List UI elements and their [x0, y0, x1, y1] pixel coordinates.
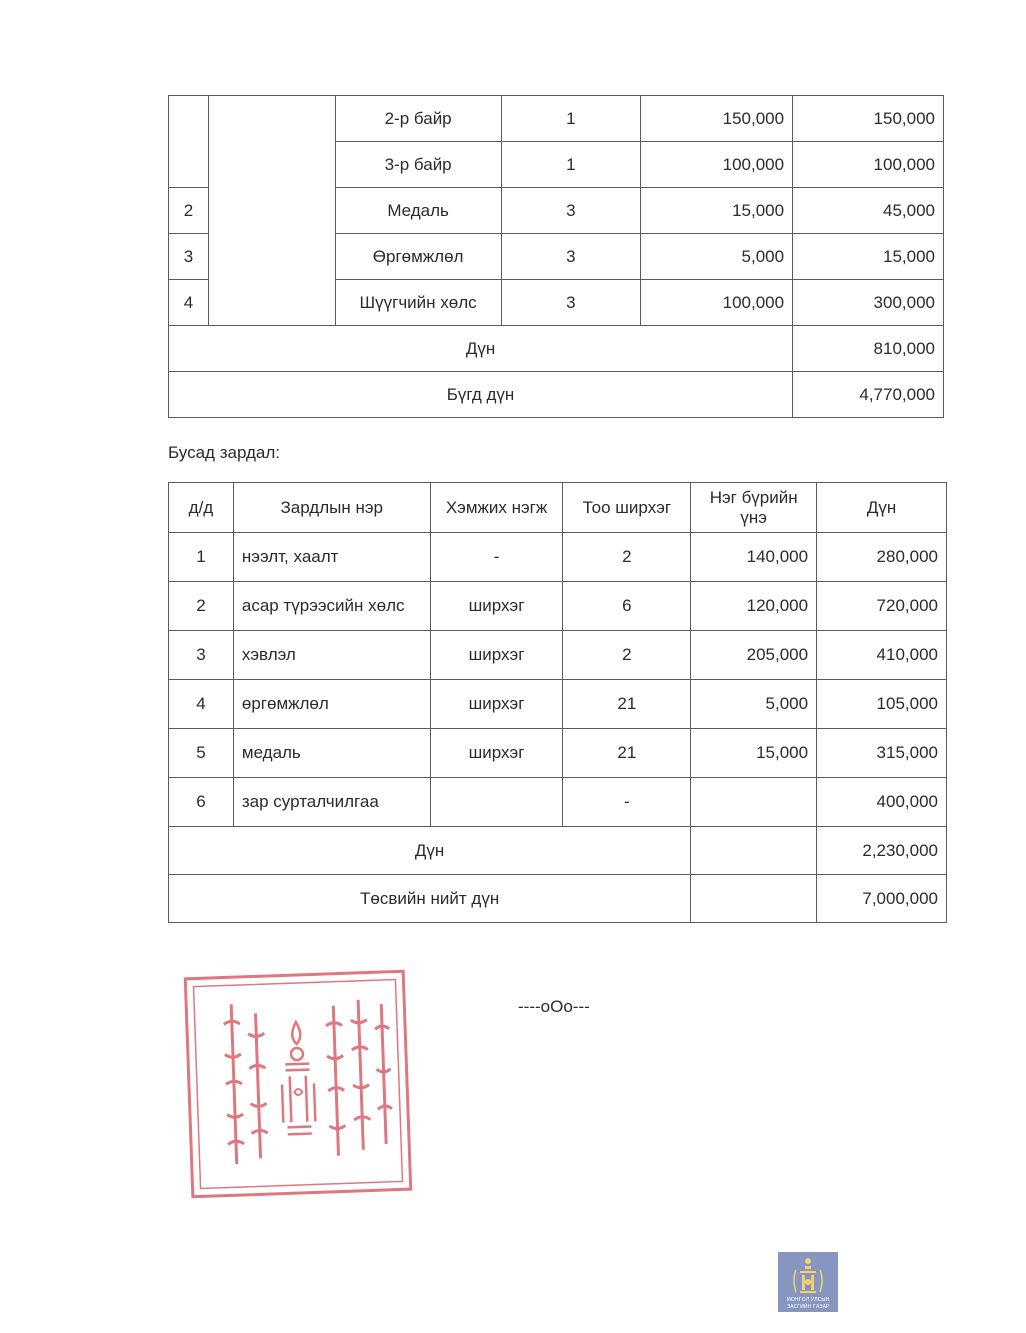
grand-total-row — [169, 372, 944, 418]
subtotal-value: 810,000 — [793, 326, 944, 372]
row-number-cell: 4 — [169, 680, 234, 729]
price-cell: 205,000 — [691, 631, 817, 680]
grand-total-label: Бүгд дүн — [169, 372, 793, 418]
expense-name-cell: зар сурталчилгаа — [233, 778, 430, 827]
total-cell: 105,000 — [817, 680, 947, 729]
header-total: Дүн — [817, 483, 947, 533]
price-cell: 5,000 — [691, 680, 817, 729]
row-number-cell: 1 — [169, 533, 234, 582]
total-cell: 300,000 — [793, 280, 944, 326]
header-unit-price: Нэг бүрийн үнэ — [691, 483, 817, 533]
unit-cell: - — [430, 533, 563, 582]
price-cell: 15,000 — [691, 729, 817, 778]
item-cell: Өргөмжлөл — [335, 234, 501, 280]
price-cell: 100,000 — [641, 142, 793, 188]
item-cell: 3-р байр — [335, 142, 501, 188]
row-number-cell: 5 — [169, 729, 234, 778]
government-logo — [778, 1252, 838, 1312]
budget-total-label: Төсвийн нийт дүн — [169, 875, 691, 923]
header-row — [169, 483, 947, 533]
table-row — [169, 729, 947, 778]
row-number-cell: 3 — [169, 631, 234, 680]
qty-cell: 2 — [563, 533, 691, 582]
table-row — [169, 533, 947, 582]
total-cell: 150,000 — [793, 96, 944, 142]
empty-cell — [691, 875, 817, 923]
subtotal-row — [169, 827, 947, 875]
total-cell: 400,000 — [817, 778, 947, 827]
table-row — [169, 778, 947, 827]
expense-name-cell: хэвлэл — [233, 631, 430, 680]
qty-cell: 21 — [563, 680, 691, 729]
unit-cell: ширхэг — [430, 680, 563, 729]
qty-cell: 3 — [501, 234, 641, 280]
total-cell: 315,000 — [817, 729, 947, 778]
header-name: Зардлын нэр — [233, 483, 430, 533]
budget-total-row — [169, 875, 947, 923]
category-cell — [208, 96, 335, 326]
qty-cell: 1 — [501, 142, 641, 188]
qty-cell: 21 — [563, 729, 691, 778]
unit-cell — [430, 778, 563, 827]
qty-cell: 3 — [501, 280, 641, 326]
unit-cell: ширхэг — [430, 631, 563, 680]
empty-cell — [691, 827, 817, 875]
item-cell: Медаль — [335, 188, 501, 234]
item-cell: 2-р байр — [335, 96, 501, 142]
subtotal-label: Дүн — [169, 326, 793, 372]
qty-cell: - — [563, 778, 691, 827]
gov-logo-text-line1: МОНГОЛ УЛСЫН — [786, 1297, 830, 1303]
prize-table — [168, 95, 944, 418]
qty-cell: 6 — [563, 582, 691, 631]
qty-cell: 1 — [501, 96, 641, 142]
subtotal-row — [169, 326, 944, 372]
header-num: д/д — [169, 483, 234, 533]
total-cell: 100,000 — [793, 142, 944, 188]
budget-total-value: 7,000,000 — [817, 875, 947, 923]
total-cell: 280,000 — [817, 533, 947, 582]
table-row — [169, 582, 947, 631]
total-cell: 15,000 — [793, 234, 944, 280]
grand-total-value: 4,770,000 — [793, 372, 944, 418]
header-qty: Тоо ширхэг — [563, 483, 691, 533]
item-cell: Шүүгчийн хөлс — [335, 280, 501, 326]
qty-cell: 2 — [563, 631, 691, 680]
total-cell: 720,000 — [817, 582, 947, 631]
closing-mark: ----oOo--- — [518, 997, 590, 1016]
table-row — [169, 96, 944, 142]
price-cell: 15,000 — [641, 188, 793, 234]
official-seal-stamp — [182, 968, 414, 1200]
total-cell: 45,000 — [793, 188, 944, 234]
expense-name-cell: медаль — [233, 729, 430, 778]
price-cell: 120,000 — [691, 582, 817, 631]
subtotal-label: Дүн — [169, 827, 691, 875]
price-cell — [691, 778, 817, 827]
price-cell: 150,000 — [641, 96, 793, 142]
row-number-cell: 4 — [169, 280, 209, 326]
table-row — [169, 680, 947, 729]
row-number-cell: 6 — [169, 778, 234, 827]
unit-cell: ширхэг — [430, 582, 563, 631]
expense-name-cell: асар түрээсийн хөлс — [233, 582, 430, 631]
total-cell: 410,000 — [817, 631, 947, 680]
gov-logo-text-line2: ЗАСГИЙН ГАЗАР — [786, 1304, 830, 1310]
price-cell: 5,000 — [641, 234, 793, 280]
row-number-cell: 2 — [169, 188, 209, 234]
row-number-cell: 2 — [169, 582, 234, 631]
row-number-cell — [169, 96, 209, 188]
unit-cell: ширхэг — [430, 729, 563, 778]
row-number-cell: 3 — [169, 234, 209, 280]
other-expenses-heading: Бусад зардал: — [168, 443, 281, 462]
expense-name-cell: нээлт, хаалт — [233, 533, 430, 582]
qty-cell: 3 — [501, 188, 641, 234]
price-cell: 100,000 — [641, 280, 793, 326]
price-cell: 140,000 — [691, 533, 817, 582]
other-expenses-table — [168, 482, 947, 923]
subtotal-value: 2,230,000 — [817, 827, 947, 875]
header-unit: Хэмжих нэгж — [430, 483, 563, 533]
table-row — [169, 631, 947, 680]
expense-name-cell: өргөмжлөл — [233, 680, 430, 729]
